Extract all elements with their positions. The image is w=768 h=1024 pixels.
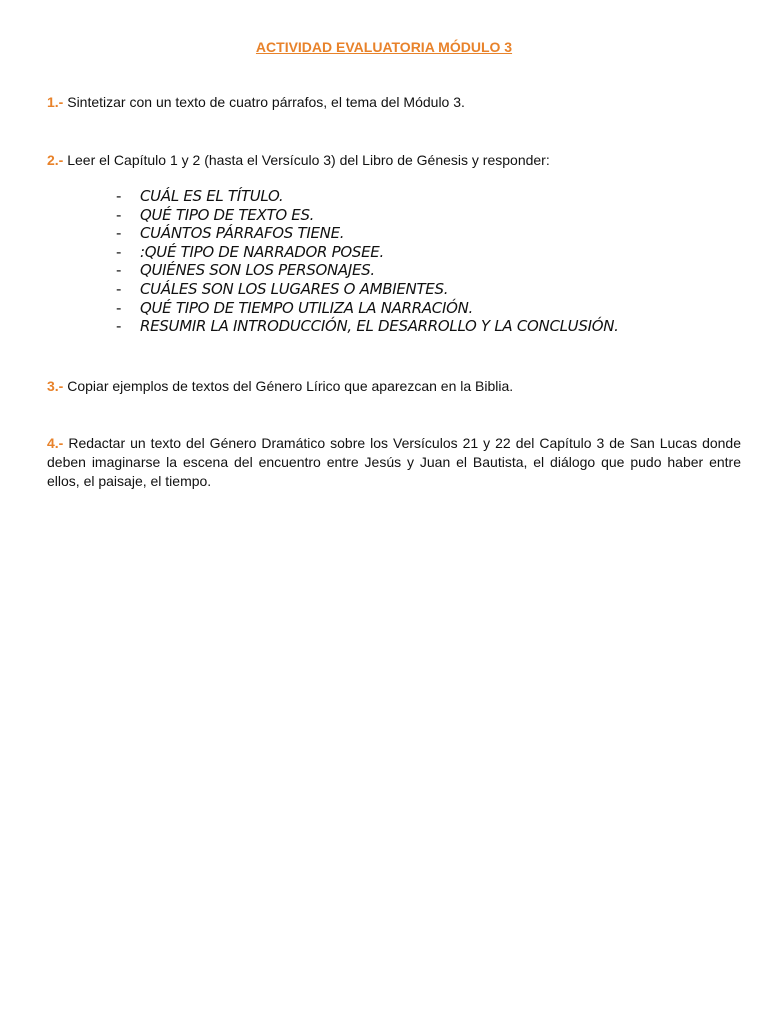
item-text: Sintetizar con un texto de cuatro párrafos, el tema del Módulo 3. xyxy=(63,94,465,110)
list-item xyxy=(116,317,619,336)
item-text: Leer el Capítulo 1 y 2 (hasta el Versículo 3) del Libro de Génesis y responder: xyxy=(63,152,550,168)
bullet-dash: - xyxy=(116,261,122,280)
question-text: QUÉ TIPO DE TIEMPO UTILIZA LA NARRACIÓN. xyxy=(140,298,473,317)
item-number: 4.- xyxy=(47,435,64,451)
list-item xyxy=(116,299,619,318)
bullet-dash: - xyxy=(116,242,122,261)
bullet-dash: - xyxy=(116,317,122,336)
question-text: CUÁLES SON LOS LUGARES O AMBIENTES. xyxy=(140,279,449,298)
bullet-dash: - xyxy=(116,279,122,298)
question-text: QUIÉNES SON LOS PERSONAJES. xyxy=(140,261,375,280)
question-text: :QUÉ TIPO DE NARRADOR POSEE. xyxy=(140,242,384,261)
list-item xyxy=(116,206,619,225)
question-list xyxy=(116,187,619,336)
question-text: CUÁL ES EL TÍTULO. xyxy=(140,187,284,205)
item-number: 3.- xyxy=(47,378,64,394)
activity-item-4 xyxy=(47,434,741,491)
bullet-dash: - xyxy=(116,224,122,243)
list-item xyxy=(116,280,619,299)
list-item xyxy=(116,243,619,262)
item-number: 1.- xyxy=(47,94,64,110)
bullet-dash: - xyxy=(116,187,122,205)
bullet-dash: - xyxy=(116,298,122,317)
document-title: ACTIVIDAD EVALUATORIA MÓDULO 3 xyxy=(255,39,513,55)
list-item xyxy=(116,224,619,243)
item-text: Copiar ejemplos de textos del Género Lírico que aparezcan en la Biblia. xyxy=(63,378,514,394)
bullet-dash: - xyxy=(116,205,122,224)
item-number: 2.- xyxy=(47,152,64,168)
question-text: RESUMIR LA INTRODUCCIÓN, EL DESARROLLO Y LA CONCLUSIÓN. xyxy=(140,317,619,336)
question-text: QUÉ TIPO DE TEXTO ES. xyxy=(140,205,315,224)
list-item xyxy=(116,187,619,206)
item-text: Redactar un texto del Género Dramático sobre los Versículos 21 y 22 del Capítulo 3 de San Lucas donde deben imaginarse la escena del encuentro entre Jesús y Juan el Bautista, el diálogo que pudo haber entre ellos, el paisaje, el tiempo. xyxy=(47,435,741,489)
activity-item-2 xyxy=(47,151,741,170)
activity-item-1 xyxy=(47,93,741,112)
question-text: CUÁNTOS PÁRRAFOS TIENE. xyxy=(140,224,345,243)
list-item xyxy=(116,261,619,280)
activity-item-3 xyxy=(47,377,741,396)
